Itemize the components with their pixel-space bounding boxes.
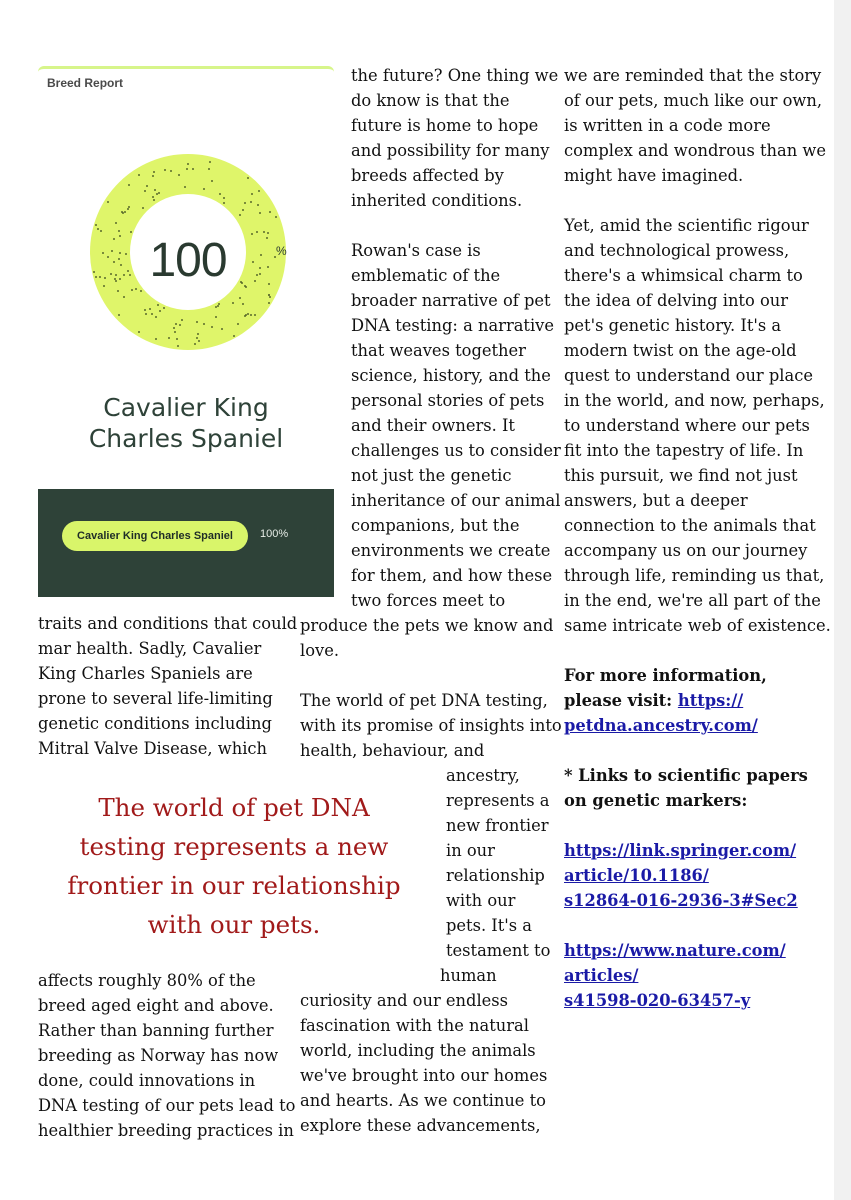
body-line: of our pets, much like our own, [564, 91, 822, 110]
ring-speck [257, 204, 259, 206]
body-line: do know is that the [351, 91, 510, 110]
ring-speck [275, 216, 277, 218]
ring-speck [153, 199, 155, 201]
breed-report-card [38, 66, 334, 597]
ring-speck [157, 304, 159, 306]
ring-speck [107, 201, 109, 203]
ring-speck [149, 308, 151, 310]
scrollbar-track[interactable] [834, 0, 851, 1200]
body-line: there's a whimsical charm to [564, 266, 803, 285]
link-line [564, 888, 798, 913]
ring-speck [198, 340, 200, 342]
ring-speck [192, 168, 194, 170]
body-line: traits and conditions that could [38, 614, 298, 633]
ring-speck [153, 171, 155, 173]
ring-speck [219, 193, 221, 195]
ring-speck [268, 283, 270, 285]
ring-speck [251, 233, 253, 235]
ring-speck [194, 343, 196, 345]
body-line: produce the pets we know and [300, 616, 554, 635]
ring-speck [131, 289, 133, 291]
body-line: The world of pet DNA testing, [300, 691, 548, 710]
nature-link[interactable]: articles/ [564, 966, 639, 985]
ring-speck [256, 274, 258, 276]
ring-speck [119, 235, 121, 237]
ring-speck [146, 185, 148, 187]
ring-speck [118, 258, 120, 260]
ring-speck [100, 230, 102, 232]
ring-speck [197, 333, 199, 335]
ring-speck [110, 273, 112, 275]
body-line: testament to [446, 941, 551, 960]
body-line: challenges us to consider [351, 441, 561, 460]
ring-speck [260, 254, 262, 256]
ring-speck [208, 168, 210, 170]
ring-speck [274, 256, 276, 258]
body-line: human [440, 966, 497, 985]
body-line: ancestry, [446, 766, 520, 785]
body-line: the future? One thing we [351, 66, 559, 85]
ring-speck [170, 170, 172, 172]
ring-speck [250, 201, 252, 203]
ring-speck [130, 231, 132, 233]
ring-speck [259, 212, 261, 214]
body-line: DNA testing: a narrative [351, 316, 555, 335]
body-line: breed aged eight and above. [38, 996, 274, 1015]
ring-speck [99, 276, 101, 278]
ring-speck [254, 280, 256, 282]
ring-speck [95, 224, 97, 226]
body-line: breeding as Norway has now [38, 1046, 279, 1065]
breed-title-line: Charles Spaniel [88, 424, 284, 453]
ring-speck [124, 211, 126, 213]
body-line: personal stories of pets [351, 391, 545, 410]
body-line: through life, reminding us that, [564, 566, 825, 585]
ring-speck [203, 188, 205, 190]
ring-speck [115, 280, 117, 282]
ring-speck [138, 331, 140, 333]
ring-speck [107, 256, 109, 258]
ring-speck [211, 326, 213, 328]
ring-speck [152, 196, 154, 198]
nature-link[interactable]: s41598-020-63457-y [564, 991, 751, 1010]
ring-speck [181, 319, 183, 321]
body-line: explore these advancements, [300, 1116, 541, 1135]
body-line: breeds affected by [351, 166, 504, 185]
pull-quote-line: testing represents a new [79, 832, 389, 861]
pull-quote [40, 788, 428, 944]
body-line: quest to understand our place [564, 366, 813, 385]
ring-speck [237, 323, 239, 325]
ring-speck [158, 192, 160, 194]
body-line: fit into the tapestry of life. In [564, 441, 804, 460]
ring-speck [154, 189, 156, 191]
ring-speck [111, 250, 113, 252]
ring-speck [259, 273, 261, 275]
ring-speck [186, 168, 188, 170]
ring-center [130, 194, 287, 310]
body-line: and technological prowess, [564, 241, 790, 260]
ring-speck [127, 270, 129, 272]
ring-speck [251, 193, 253, 195]
ring-speck [155, 316, 157, 318]
link-line [564, 963, 638, 988]
ring-speck [159, 310, 161, 312]
body-line: for them, and how these [351, 566, 553, 585]
body-line: with its promise of insights into [300, 716, 562, 735]
body-line: health, behaviour, and [300, 741, 485, 760]
body-line: in the end, we're all part of the [564, 591, 821, 610]
ring-speck [259, 267, 261, 269]
body-line: genetic conditions including [38, 714, 272, 733]
ring-speck [125, 253, 127, 255]
ring-speck [176, 338, 178, 340]
ring-speck [119, 252, 121, 254]
ring-speck [268, 294, 270, 296]
body-line: the idea of delving into our [564, 291, 789, 310]
body-line: with our [446, 891, 516, 910]
ring-speck [239, 214, 241, 216]
ring-speck [250, 314, 252, 316]
ring-speck [163, 307, 165, 309]
ring-speck [118, 314, 120, 316]
percent-symbol: % [276, 244, 287, 258]
ring-speck [218, 303, 220, 305]
ring-speck [115, 222, 117, 224]
breed-pill-percent: 100% [260, 528, 289, 540]
card-footer [38, 489, 334, 597]
papers-heading: * Links to scientific papers [564, 766, 808, 785]
springer-link[interactable]: https://link.springer.com/ [564, 841, 797, 860]
ring-speck [196, 321, 198, 323]
body-line: not just the genetic [351, 466, 512, 485]
ring-speck [119, 278, 121, 280]
body-line: this pursuit, we find not just [564, 466, 798, 485]
ring-speck [168, 337, 170, 339]
ring-speck [252, 261, 254, 263]
springer-link[interactable]: s12864-016-2936-3#Sec2 [564, 891, 798, 910]
ring-speck [177, 345, 179, 347]
ring-speck [217, 305, 219, 307]
ring-speck [113, 261, 115, 263]
ring-speck [267, 266, 269, 268]
ring-speck [215, 306, 217, 308]
body-line: relationship [446, 866, 545, 885]
ring-speck [127, 208, 129, 210]
ring-speck [215, 316, 217, 318]
more-info-heading: For more information, [564, 666, 767, 685]
link-line [564, 838, 796, 863]
body-line: Rowan's case is [351, 241, 481, 260]
ring-speck [223, 197, 225, 199]
body-line: and their owners. It [351, 416, 515, 435]
body-line: emblematic of the [351, 266, 501, 285]
ring-speck [245, 314, 247, 316]
ring-speck [128, 184, 130, 186]
breed-pill: Cavalier King Charles Spaniel [62, 521, 248, 551]
body-line: broader narrative of pet [351, 291, 551, 310]
ring-speck [196, 337, 198, 339]
ring-speck [187, 163, 189, 165]
ring-speck [245, 286, 247, 288]
percent-value: 100 [149, 234, 227, 287]
card-label: Breed Report [47, 76, 124, 90]
pull-quote-line: frontier in our relationship [67, 871, 401, 900]
ring-speck [144, 190, 146, 192]
ring-speck [117, 290, 119, 292]
ring-speck [178, 174, 180, 176]
ring-speck [179, 324, 181, 326]
body-line: complex and wondrous than we [564, 141, 826, 160]
body-line: two forces meet to [351, 591, 506, 610]
body-line: DNA testing of our pets lead to [38, 1096, 296, 1115]
ring-speck [173, 327, 175, 329]
body-line: might have imagined. [564, 166, 744, 185]
body-line: companions, but the [351, 516, 520, 535]
body-line: healthier breeding practices in [38, 1121, 294, 1140]
ring-speck [247, 313, 249, 315]
body-line: and possibility for many [351, 141, 550, 160]
body-line: is written in a code more [564, 116, 771, 135]
link-line [564, 938, 786, 963]
ring-speck [242, 209, 244, 211]
papers-heading: on genetic markers: [564, 791, 748, 810]
breed-title-line: Cavalier King [103, 393, 269, 422]
ring-speck [93, 271, 95, 273]
ring-speck [247, 177, 249, 179]
pull-quote-line: The world of pet DNA [98, 793, 370, 822]
ring-speck [104, 277, 106, 279]
springer-link[interactable]: article/10.1186/ [564, 866, 709, 885]
ring-speck [209, 161, 211, 163]
ring-speck [258, 190, 260, 192]
body-line: Rather than banning further [38, 1021, 274, 1040]
body-line: affects roughly 80% of the [38, 971, 256, 990]
ring-speck [151, 313, 153, 315]
ring-speck [115, 274, 117, 276]
ring-speck [269, 296, 271, 298]
body-line: Yet, amid the scientific rigour [564, 216, 809, 235]
body-line: in the world, and now, perhaps, [564, 391, 825, 410]
ring-speck [203, 323, 205, 325]
ring-speck [103, 285, 105, 287]
ring-speck [242, 303, 244, 305]
body-line: pet's genetic history. It's a [564, 316, 782, 335]
body-line: mar health. Sadly, Cavalier [38, 639, 262, 658]
ring-speck [145, 313, 147, 315]
body-line: connection to the animals that [564, 516, 816, 535]
ring-speck [123, 274, 125, 276]
ring-speck [175, 323, 177, 325]
ring-speck [123, 296, 125, 298]
body-line: and hearts. As we continue to [300, 1091, 546, 1110]
ring-speck [211, 180, 213, 182]
ring-speck [174, 331, 176, 333]
body-line: fascination with the natural [300, 1016, 529, 1035]
body-line: answers, but a deeper [564, 491, 748, 510]
ring-speck [118, 230, 120, 232]
ring-speck [254, 314, 256, 316]
link-line [564, 863, 709, 888]
body-line: science, history, and the [351, 366, 551, 385]
body-line: King Charles Spaniels are [38, 664, 253, 683]
ring-speck [232, 302, 234, 304]
link-line [564, 713, 758, 738]
body-line: new frontier [446, 816, 549, 835]
body-line: future is home to hope [351, 116, 539, 135]
body-line: we are reminded that the story [564, 66, 822, 85]
body-line: curiosity and our endless [300, 991, 509, 1010]
body-line: in our [446, 841, 495, 860]
ring-speck [144, 309, 146, 311]
body-line: prone to several life-limiting [38, 689, 273, 708]
ring-speck [152, 175, 154, 177]
ring-speck [129, 274, 131, 276]
ring-speck [256, 231, 258, 233]
ring-speck [164, 169, 166, 171]
body-line: environments we create [351, 541, 551, 560]
ring-speck [142, 207, 144, 209]
body-line: that weaves together [351, 341, 526, 360]
body-line: love. [300, 641, 340, 660]
more-info-line [564, 688, 743, 713]
ancestry-link[interactable]: petdna.ancestry.com/ [564, 716, 758, 735]
body-line: same intricate web of existence. [564, 616, 831, 635]
body-line: inheritance of our animal [351, 491, 561, 510]
body-line: represents a [446, 791, 550, 810]
link-line [564, 988, 750, 1013]
ring-speck [223, 202, 225, 204]
ring-speck [221, 328, 223, 330]
ancestry-link[interactable]: https:// [677, 691, 744, 710]
ring-speck [155, 338, 157, 340]
ring-speck [266, 237, 268, 239]
ring-speck [269, 211, 271, 213]
body-line: we've brought into our homes [300, 1066, 548, 1085]
ring-speck [95, 276, 97, 278]
ring-speck [244, 202, 246, 204]
ring-speck [233, 335, 235, 337]
ring-speck [263, 231, 265, 233]
ring-speck [102, 252, 104, 254]
ring-speck [97, 228, 99, 230]
breed-title [38, 392, 334, 454]
ring-speck [267, 232, 269, 234]
ring-speck [140, 290, 142, 292]
more-info-prefix: please visit: [564, 691, 678, 710]
nature-link[interactable]: https://www.nature.com/ [564, 941, 786, 960]
ring-speck [239, 297, 241, 299]
body-line: done, could innovations in [38, 1071, 256, 1090]
ring-speck [120, 264, 122, 266]
ring-speck [113, 238, 115, 240]
ring-speck [184, 186, 186, 188]
body-line: world, including the animals [300, 1041, 536, 1060]
body-line: Mitral Valve Disease, which [38, 739, 268, 758]
body-line: pets. It's a [446, 916, 532, 935]
pull-quote-line: with our pets. [147, 910, 321, 939]
percent-ring [90, 154, 286, 350]
body-line: modern twist on the age-old [564, 341, 797, 360]
body-line: inherited conditions. [351, 191, 523, 210]
ring-speck [138, 174, 140, 176]
ring-speck [268, 302, 270, 304]
ring-speck [135, 288, 137, 290]
body-line: to understand where our pets [564, 416, 810, 435]
body-line: accompany us on our journey [564, 541, 808, 560]
